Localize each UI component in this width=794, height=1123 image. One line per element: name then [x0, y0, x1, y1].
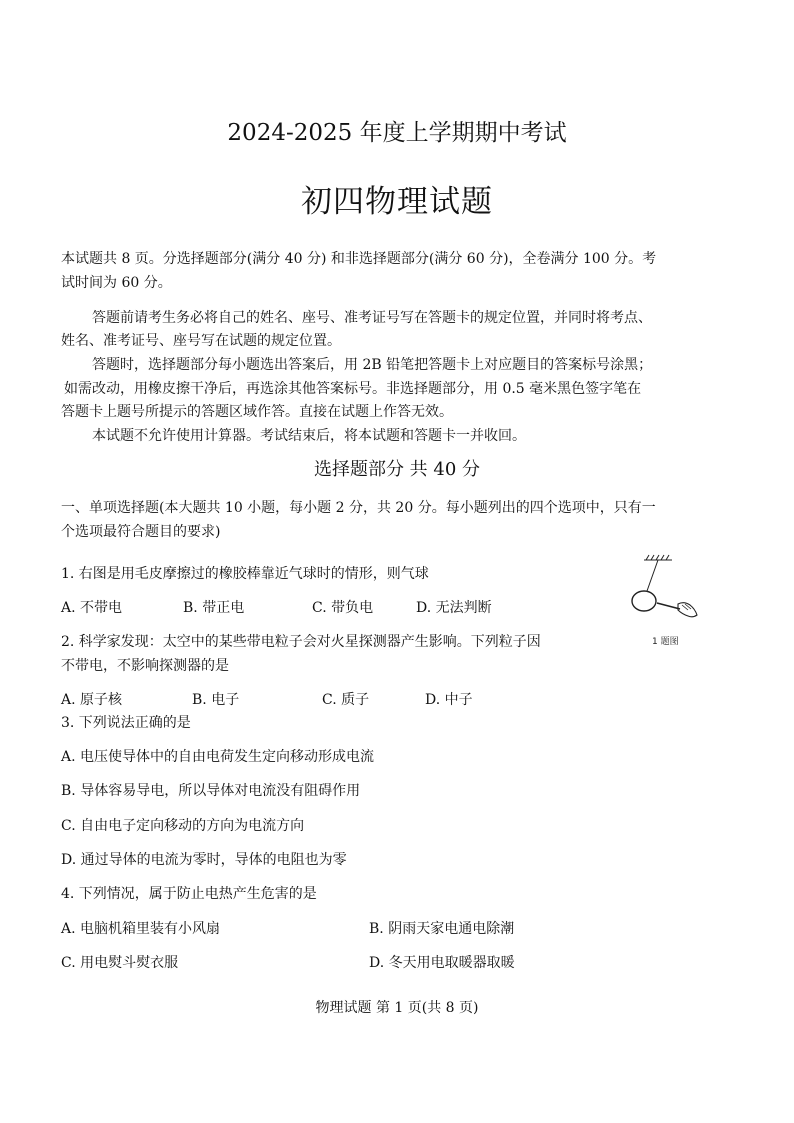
rubber-rod — [657, 603, 680, 609]
question-1-option-d: D. 无法判断 — [416, 600, 492, 616]
intro-line: 试时间为 60 分。 — [61, 275, 172, 291]
intro-line: 答题前请考生务必将自己的姓名、座号、准考证号写在答题卡的规定位置，并同时将考点、 — [92, 310, 652, 326]
question-2-option-d: D. 中子 — [425, 692, 473, 708]
section-instruction: 一、单项选择题(本大题共 10 小题，每小题 2 分，共 20 分。每小题列出的四个选项中，只有一 — [61, 500, 656, 516]
intro-line: 答题时，选择题部分每小题选出答案后，用 2B 铅笔把答题卡上对应题目的答案标号涂黑； — [92, 357, 653, 373]
question-3-option-b: B. 导体容易导电，所以导体对电流没有阻碍作用 — [61, 783, 361, 799]
question-4-option-d: D. 冬天用电取暖器取暖 — [369, 955, 515, 971]
question-4-option-a: A. 电脑机箱里装有小风扇 — [61, 921, 221, 937]
intro-line: 答题卡上题号所提示的答题区域作答。直接在试题上作答无效。 — [61, 404, 453, 420]
question-2-option-b: B. 电子 — [192, 692, 240, 708]
question-4-option-c: C. 用电熨斗熨衣服 — [61, 955, 179, 971]
question-1-option-a: A. 不带电 — [61, 600, 123, 616]
question-4-stem: 4. 下列情况，属于防止电热产生危害的是 — [61, 886, 317, 902]
question-2-stem: 2. 科学家发现：太空中的某些带电粒子会对火星探测器产生影响。下列粒子因 — [61, 634, 541, 650]
question-4-option-b: B. 阴雨天家电通电除潮 — [369, 921, 515, 937]
intro-line: 如需改动，用橡皮擦干净后，再选涂其他答案标号。非选择题部分，用 0.5 毫米黑色签字笔在 — [64, 381, 642, 397]
question-2-option-c: C. 质子 — [322, 692, 370, 708]
question-3-option-c: C. 自由电子定向移动的方向为电流方向 — [61, 818, 305, 834]
question-1-option-b: B. 带正电 — [183, 600, 245, 616]
question-1-stem: 1. 右图是用毛皮摩擦过的橡胶棒靠近气球时的情形，则气球 — [61, 566, 429, 582]
intro-line: 本试题共 8 页。分选择题部分(满分 40 分) 和非选择题部分(满分 60 分)，全卷满分 100 分。考 — [61, 251, 657, 267]
question-3-option-d: D. 通过导体的电流为零时，导体的电阻也为零 — [61, 852, 347, 868]
paper-title: 初四物理试题 — [301, 184, 493, 220]
question-3-stem: 3. 下列说法正确的是 — [61, 715, 191, 731]
balloon-figure — [622, 554, 702, 654]
page-footer: 物理试题 第 1 页(共 8 页) — [315, 1000, 479, 1016]
balloon — [632, 591, 656, 611]
question-3-option-a: A. 电压使导体中的自由电荷发生定向移动形成电流 — [61, 749, 375, 765]
question-1-option-c: C. 带负电 — [312, 600, 374, 616]
question-2-option-a: A. 原子核 — [61, 692, 123, 708]
intro-line: 姓名、准考证号、座号写在试题的规定位置。 — [61, 333, 341, 349]
ceiling-hatch — [644, 555, 672, 560]
intro-line: 本试题不允许使用计算器。考试结束后，将本试题和答题卡一并收回。 — [92, 428, 526, 444]
exam-title: 2024-2025 年度上学期期中考试 — [227, 120, 567, 146]
question-2-stem: 不带电，不影响探测器的是 — [61, 658, 229, 674]
section-title: 选择题部分 共 40 分 — [313, 459, 481, 480]
string — [647, 560, 658, 591]
section-instruction: 个选项最符合题目的要求) — [61, 524, 221, 540]
figure-label: 1 题图 — [652, 637, 679, 647]
